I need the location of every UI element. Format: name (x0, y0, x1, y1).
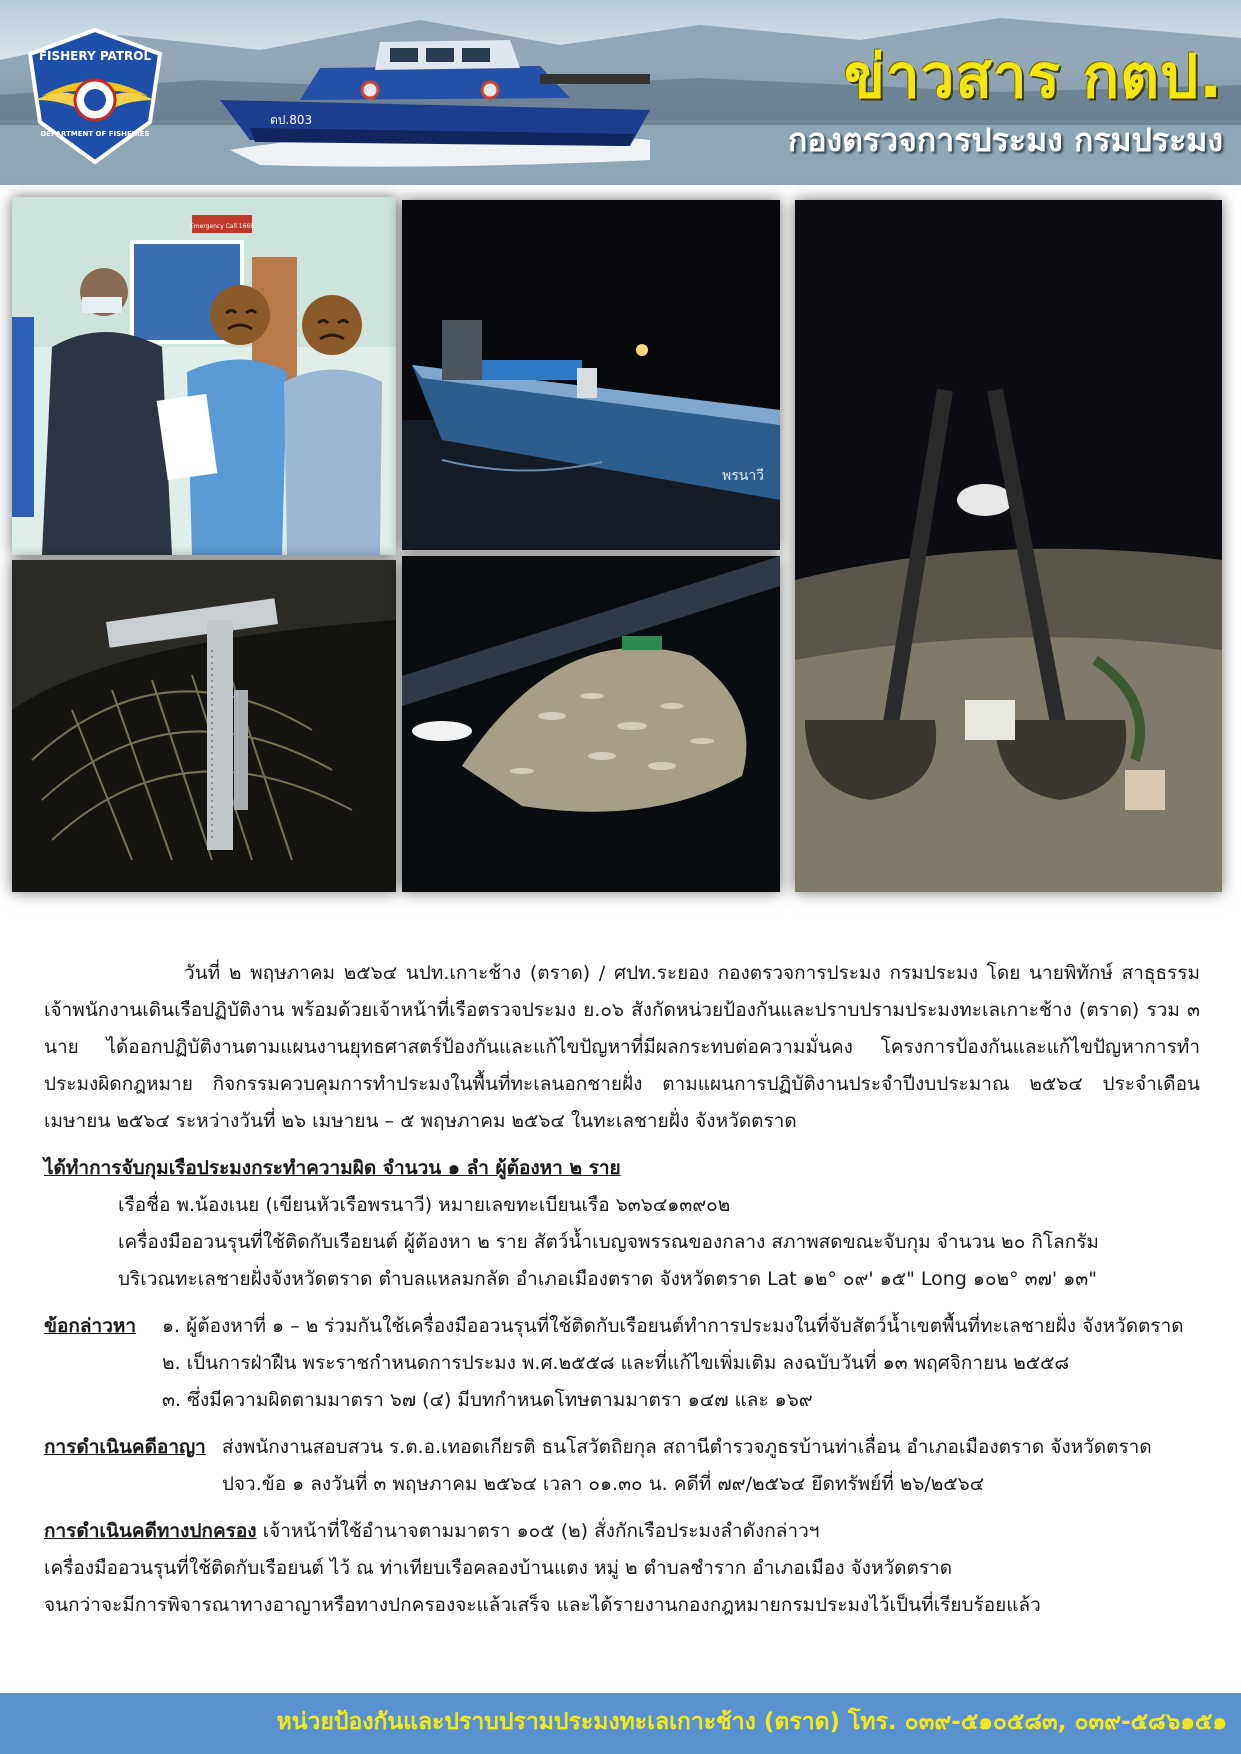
charge-item: ๓. ซึ่งมีความผิดตามมาตรา ๖๗ (๔) มีบทกำหนดโทษตามมาตรา ๑๔๗ และ ๑๖๙ (162, 1389, 813, 1411)
boat-name-text: พรนาวี (722, 468, 765, 484)
photo-officers-suspects (12, 197, 396, 555)
criminal-case-label: การดำเนินคดีอาญา (44, 1436, 206, 1458)
criminal-case-section (44, 1429, 1200, 1503)
patrol-boat-image (210, 28, 670, 158)
administrative-case-label: การดำเนินคดีทางปกครอง (44, 1520, 257, 1542)
charges-label: ข้อกล่าวหา (44, 1315, 137, 1337)
report-body (44, 955, 1200, 1624)
intro-paragraph (44, 955, 1200, 1140)
newsletter-subtitle: กองตรวจการประมง กรมประมง (787, 121, 1223, 159)
badge-bottom-text: DEPARTMENT OF FISHERIES (40, 130, 150, 138)
newsletter-title: ข่าวสาร กตป. (844, 42, 1223, 112)
charge-item: ๑. ผู้ต้องหาที่ ๑ – ๒ ร่วมกันใช้เครื่องมืออวนรุนที่ใช้ติดกับเรือยนต์ทำการประมงในที่จับสัตว์น้ำเขตพื้นที่ทะเลชายฝั่ง จังหวัดตราด (162, 1315, 1184, 1337)
fish-catch-photo-icon (402, 556, 780, 892)
photo-mesh-measurement (12, 560, 396, 892)
charge-item: ๒. เป็นการฝ่าฝืน พระราชกำหนดการประมง พ.ศ.๒๕๕๘ และที่แก้ไขเพิ่มเติม ลงฉบับวันที่ ๑๓ พฤศจิกายน ๒๕๕๘ (162, 1352, 1070, 1374)
mesh-measurement-photo-icon (12, 560, 396, 892)
administrative-case-line-2: เครื่องมืออวนรุนที่ใช้ติดกับเรือยนต์ ไว้ ณ ท่าเทียบเรือคลองบ้านแตง หมู่ ๒ ตำบลชำราก อำเภอเมือง จังหวัดตราด (44, 1557, 953, 1579)
arrest-boat-line: เรือชื่อ พ.น้องเนย (เขียนหัวเรือพรนาวี) หมายเลขทะเบียนเรือ ๖๓๖๔๑๓๙๐๒ (118, 1194, 731, 1216)
footer-contact: หน่วยป้องกันและปราบปรามประมงทะเลเกาะช้าง (ตราด) โทร. ๐๓๙-๕๑๐๕๘๓, ๐๓๙-๕๘๖๑๕๑ (276, 1709, 1227, 1735)
arrest-title: ได้ทำการจับกุมเรือประมงกระทำความผิด จำนวน ๑ ลำ ผู้ต้องหา ๒ ราย (44, 1157, 621, 1179)
arrest-gear-line: เครื่องมืออวนรุนที่ใช้ติดกับเรือยนต์ ผู้ต้องหา ๒ ราย สัตว์น้ำเบญจพรรณของกลาง สภาพสดขณะจับกุม จำนวน ๒๐ กิโลกรัม (118, 1231, 1099, 1253)
criminal-case-line-2: ปจว.ข้อ ๑ ลงวันที่ ๓ พฤษภาคม ๒๕๖๔ เวลา ๐๑.๓๐ น. คดีที่ ๗๙/๒๕๖๔ ยึดทรัพย์ที่ ๒๖/๒๕๖๔ (221, 1473, 985, 1495)
photo-fish-catch (402, 556, 780, 892)
header-banner (0, 0, 1241, 185)
administrative-case-line-3: จนกว่าจะมีการพิจารณาทางอาญาหรือทางปกครองจะแล้วเสร็จ และได้รายงานกองกฎหมายกรมประมงไว้เป็นที่เรียบร้อยแล้ว (44, 1594, 1041, 1616)
badge-top-text: FISHERY PATROL (38, 49, 152, 63)
pushnet-gear-photo-icon (795, 200, 1222, 892)
wall-sign-text: Emergency Call 1669 (189, 223, 255, 230)
boat-night-photo-icon (402, 200, 780, 550)
criminal-case-line-1: ส่งพนักงานสอบสวน ร.ต.อ.เทอดเกียรติ ธนโสวัตถิยกุล สถานีตำรวจภูธรบ้านท่าเลื่อน อำเภอเมืองตราด จังหวัดตราด (221, 1436, 1152, 1458)
boat-hull-number: ตป.803 (270, 113, 313, 127)
administrative-case-section (44, 1513, 1200, 1624)
arrest-location-line: บริเวณทะเลชายฝั่งจังหวัดตราด ตำบลแหลมกลัด อำเภอเมืองตราด จังหวัดตราด Lat ๑๒° ๐๙' ๑๕" Long ๑๐๒° ๓๗' ๑๓" (118, 1268, 1097, 1290)
charges-section (44, 1308, 1200, 1419)
photo-boat-night (402, 200, 780, 550)
footer-bar (0, 1693, 1241, 1754)
intro-text: วันที่ ๒ พฤษภาคม ๒๕๖๔ นปท.เกาะช้าง (ตราด) / ศปท.ระยอง กองตรวจการประมง กรมประมง โดย นายพิทักษ์ สาธุธรรม เจ้าพนักงานเดินเรือปฏิบัติงาน พร้อมด้วยเจ้าหน้าที่เรือตรวจประมง ย.๐๖ สังกัดหน่วยป้องกันและปราบปรามประมงทะเลเกาะช้าง (ตราด) รวม ๓ นาย ได้ออกปฏิบัติงานตามแผนงานยุทธศาสตร์ป้องกันและแก้ไขปัญหาที่มีผลกระทบต่อความมั่นคง โครงการป้องกันและแก้ไขปัญหาการทำประมงผิดกฎหมาย กิจกรรมควบคุมการทำประมงในพื้นที่ทะเลนอกชายฝั่ง ตามแผนการปฏิบัติงานประจำปีงบประมาณ ๒๕๖๔ ประจำเดือน เมษายน ๒๕๖๔ ระหว่างวันที่ ๒๖ เมษายน – ๕ พฤษภาคม ๒๕๖๔ ในทะเลชายฝั่ง จังหวัดตราด (44, 962, 1200, 1132)
arrest-section (44, 1150, 1200, 1298)
photo-pushnet-gear (795, 200, 1222, 892)
charges-list (162, 1308, 1184, 1419)
officers-suspects-photo-icon (12, 197, 396, 555)
administrative-case-line-1: เจ้าหน้าที่ใช้อำนาจตามมาตรา ๑๐๕ (๒) สั่งกักเรือประมงลำดังกล่าวฯ (262, 1520, 820, 1542)
fishery-patrol-badge (22, 26, 168, 166)
